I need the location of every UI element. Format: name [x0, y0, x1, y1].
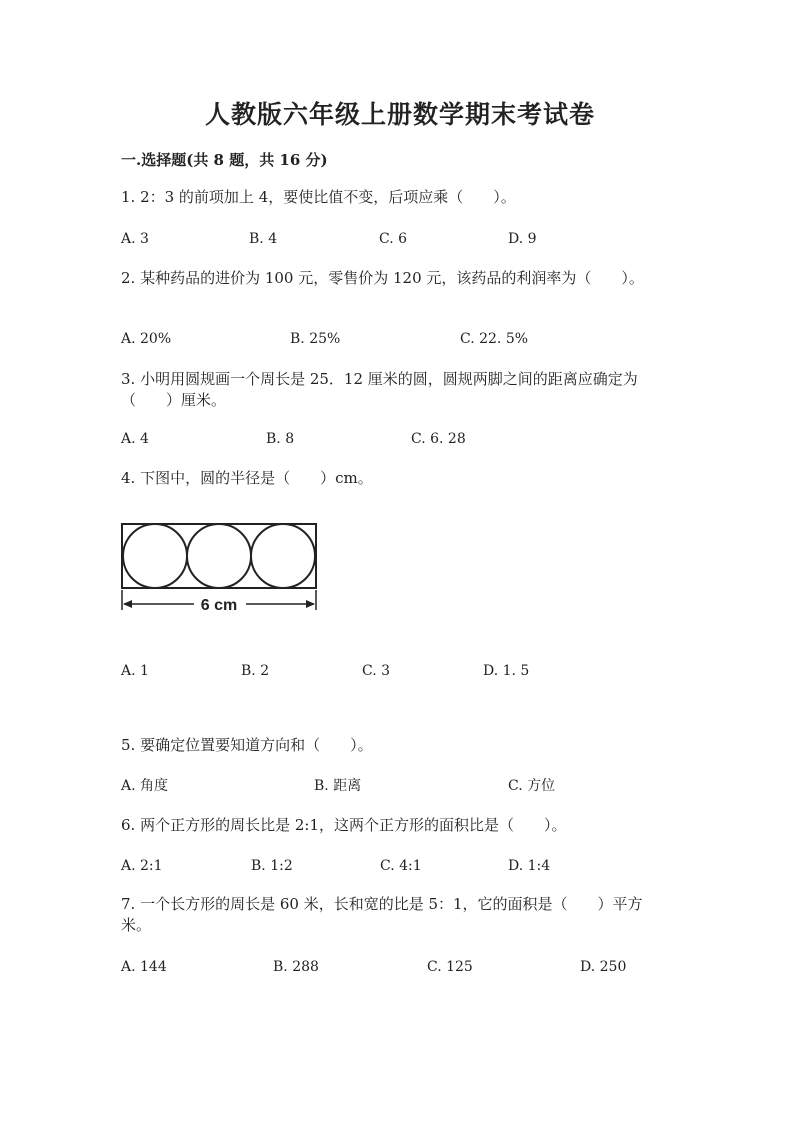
question-4-option-a: A. 1 — [121, 663, 149, 679]
rectangle-outline — [122, 524, 316, 588]
question-3-option-c: C. 6. 28 — [411, 431, 466, 447]
question-1-option-d: D. 9 — [508, 231, 537, 247]
question-7-text-line1: 7. 一个长方形的周长是 60 米，长和宽的比是 5：1，它的面积是（ ）平方 — [121, 895, 643, 913]
figure-dimension-label: 6 cm — [200, 597, 238, 614]
circle-left — [123, 524, 187, 588]
question-4-text: 4. 下图中，圆的半径是（ ）cm。 — [121, 469, 373, 487]
question-4-option-c: C. 3 — [362, 663, 391, 679]
question-7-text-line2: 米。 — [121, 916, 152, 934]
circles-in-rectangle-figure — [118, 518, 323, 616]
question-7-option-d: D. 250 — [580, 959, 627, 975]
question-2-text: 2. 某种药品的进价为 100 元，零售价为 120 元，该药品的利润率为（ ）。 — [121, 269, 644, 287]
question-2-option-c: C. 22. 5% — [460, 331, 529, 347]
circle-right — [251, 524, 315, 588]
question-2-option-a: A. 20% — [121, 331, 172, 347]
question-3-text-line1: 3. 小明用圆规画一个周长是 25．12 厘米的圆，圆规两脚之间的距离应确定为 — [121, 370, 638, 388]
question-1-option-a: A. 3 — [121, 231, 149, 247]
arrowhead-right — [306, 600, 315, 608]
question-5-text: 5. 要确定位置要知道方向和（ ）。 — [121, 736, 373, 754]
question-1-option-c: C. 6 — [379, 231, 408, 247]
question-5-option-b: B. 距离 — [314, 778, 362, 794]
question-6-option-d: D. 1:4 — [508, 858, 551, 874]
question-3-option-a: A. 4 — [121, 431, 149, 447]
question-4-option-b: B. 2 — [241, 663, 270, 679]
question-6-option-c: C. 4:1 — [380, 858, 422, 874]
section-heading: 一.选择题(共 8 题，共 16 分) — [121, 151, 328, 169]
question-7-option-b: B. 288 — [273, 959, 319, 975]
question-6-option-b: B. 1:2 — [251, 858, 293, 874]
question-1-option-b: B. 4 — [249, 231, 278, 247]
question-6-text: 6. 两个正方形的周长比是 2:1，这两个正方形的面积比是（ ）。 — [121, 816, 567, 834]
question-5-option-a: A. 角度 — [121, 778, 169, 794]
question-4-option-d: D. 1. 5 — [483, 663, 530, 679]
page-title: 人教版六年级上册数学期末考试卷 — [204, 100, 595, 129]
question-6-option-a: A. 2:1 — [121, 858, 163, 874]
question-3-option-b: B. 8 — [266, 431, 295, 447]
question-1-text: 1. 2：3 的前项加上 4，要使比值不变，后项应乘（ ）。 — [121, 188, 516, 206]
question-5-option-c: C. 方位 — [508, 778, 556, 794]
circle-middle — [187, 524, 251, 588]
arrowhead-left — [123, 600, 132, 608]
question-2-option-b: B. 25% — [290, 331, 341, 347]
question-3-text-line2: （ ）厘米。 — [121, 391, 227, 409]
question-7-option-c: C. 125 — [427, 959, 473, 975]
question-7-option-a: A. 144 — [121, 959, 167, 975]
